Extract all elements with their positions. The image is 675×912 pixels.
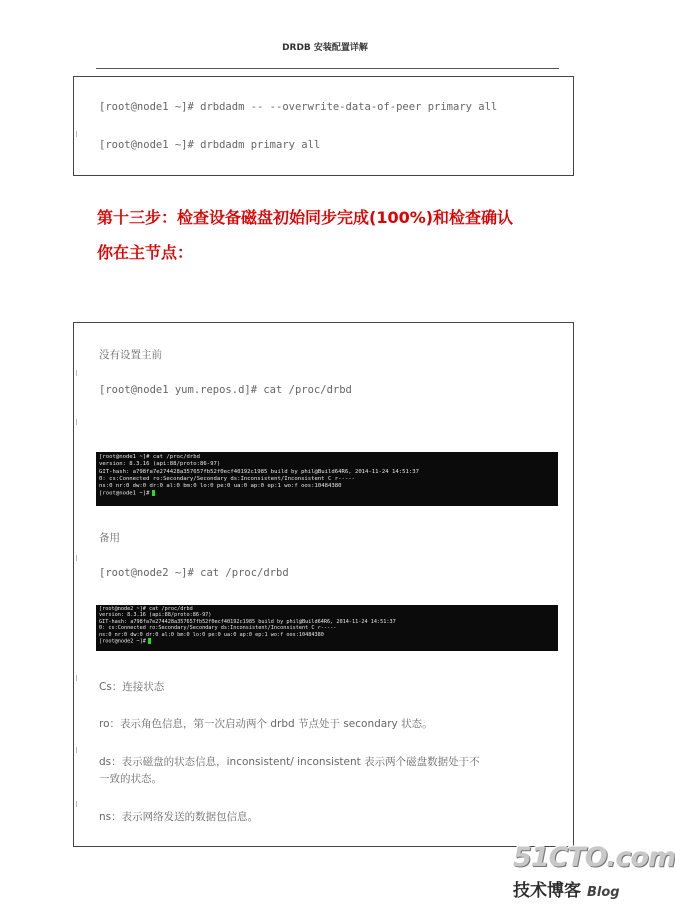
step-heading-line2: 你在主节点：	[97, 243, 194, 262]
terminal-line: 0: cs:Connected ro:Secondary/Secondary ds:Inconsistent/Inconsistent C r-----	[99, 475, 355, 482]
desc-ns: ns：表示网络发送的数据包信息。	[99, 811, 259, 823]
tick-mark	[76, 419, 77, 425]
command-cat-node1: [root@node1 yum.repos.d]# cat /proc/drbd	[99, 384, 352, 396]
command-line-primary: [root@node1 ~]# drbdadm primary all	[99, 139, 321, 151]
cursor-icon	[148, 638, 151, 644]
terminal-node1	[96, 452, 558, 506]
tick-mark	[76, 131, 77, 137]
tick-mark	[76, 370, 77, 376]
step-heading-line1: 第十三步：检查设备磁盘初始同步完成(100%)和检查确认	[97, 208, 514, 227]
terminal-line: ns:0 nr:0 dw:0 dr:0 al:0 bm:0 lo:0 pe:0 ua:0 ap:0 ep:1 wo:f oos:10484380	[99, 483, 342, 490]
desc-ds-line1: ds：表示磁盘的状态信息，inconsistent/ inconsistent 表示两个磁盘数据处于不	[99, 756, 480, 768]
terminal-line: 0: cs:Connected ro:Secondary/Secondary ds:Inconsistent/Inconsistent C r-----	[99, 625, 337, 632]
tick-mark	[76, 747, 77, 753]
terminal-line: GIT-hash: a798fa7e274428a357657fb52f0ecf40192c1985 build by phil@Build64R6, 2014-11-24 14:51:37	[99, 618, 396, 625]
command-box-primary	[73, 76, 574, 176]
terminal-line: [root@node2 ~]# cat /proc/drbd	[99, 606, 193, 612]
watermark-blog: Blog	[587, 885, 620, 900]
terminal-prompt-row	[99, 490, 555, 498]
terminal-line: GIT-hash: a798fa7e274428a357657fb52f0ecf40192c1985 build by phil@Build64R6, 2014-11-24 14:51:37	[99, 468, 419, 475]
terminal-line: version: 8.3.16 (api:88/proto:86-97)	[99, 612, 212, 619]
desc-ro: ro：表示角色信息，第一次启动两个 drbd 节点处于 secondary 状态。	[99, 718, 433, 730]
note-backup: 备用	[99, 532, 120, 544]
note-before-primary: 没有设置主前	[99, 349, 162, 361]
command-cat-node2: [root@node2 ~]# cat /proc/drbd	[99, 567, 289, 579]
terminal-node2	[96, 605, 558, 651]
command-line-overwrite: [root@node1 ~]# drbdadm -- --overwrite-data-of-peer primary all	[99, 101, 498, 113]
desc-ds-line2: 一致的状态。	[99, 773, 162, 785]
terminal-prompt-row	[99, 638, 555, 645]
cursor-icon	[152, 490, 155, 496]
header-rule	[96, 68, 559, 69]
tick-mark	[76, 555, 77, 561]
tick-mark	[76, 675, 77, 681]
tick-mark	[76, 801, 77, 807]
desc-cs: Cs：连接状态	[99, 681, 165, 693]
watermark-label: 技术博客	[513, 881, 581, 901]
page-header: DRDB 安装配置详解	[282, 43, 368, 53]
terminal-line: [root@node1 ~]#	[99, 490, 150, 497]
terminal-line: ns:0 nr:0 dw:0 dr:0 al:0 bm:0 lo:0 pe:0 ua:0 ap:0 ep:1 wo:f oos:10484380	[99, 631, 324, 638]
terminal-line: [root@node2 ~]#	[99, 638, 146, 645]
terminal-line: [root@node1 ~]# cat /proc/drbd	[99, 454, 201, 460]
terminal-line: version: 8.3.16 (api:88/proto:86-97)	[99, 461, 221, 468]
watermark-logo: 51CTO.com	[513, 842, 675, 873]
watermark-label-row	[513, 876, 620, 901]
